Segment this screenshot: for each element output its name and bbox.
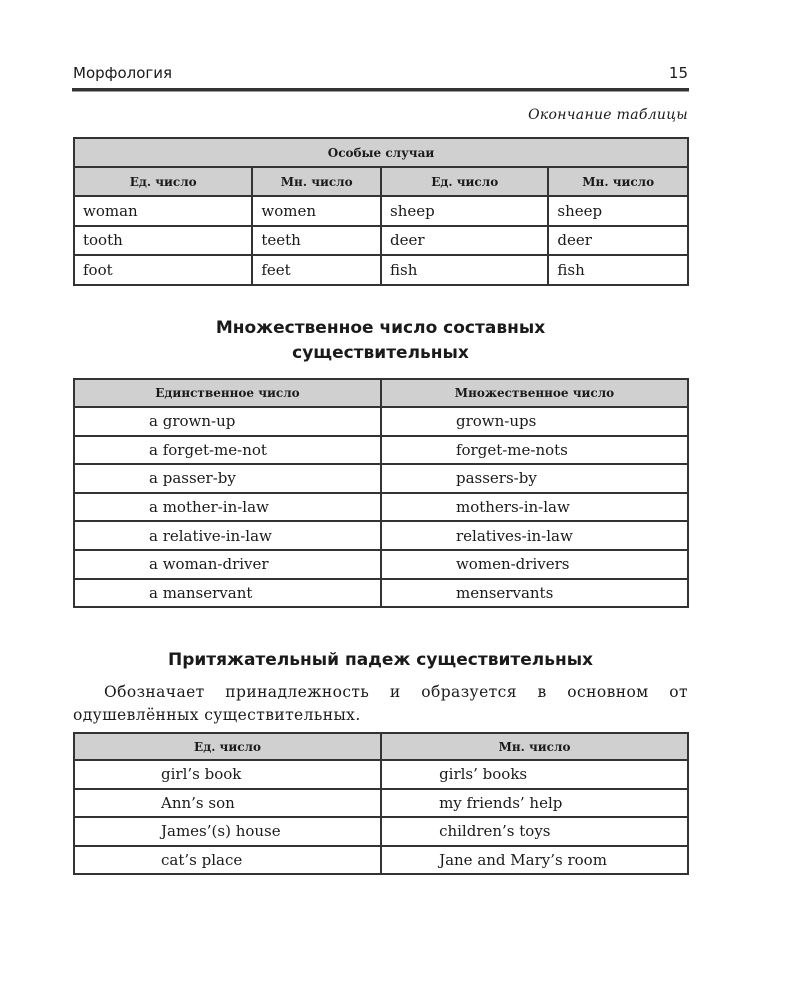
table-row xyxy=(74,846,688,875)
cell: tooth xyxy=(74,226,252,256)
cell: women xyxy=(252,196,381,226)
cell: menservants xyxy=(381,579,688,608)
table-row xyxy=(74,226,688,256)
cell: a mother-in-law xyxy=(74,493,381,522)
table-row xyxy=(74,550,688,579)
cell: relatives-in-law xyxy=(381,521,688,550)
heading-line: Множественное число составных xyxy=(215,318,546,338)
cell: cat’s place xyxy=(74,846,381,875)
cell: grown-ups xyxy=(381,407,688,436)
column-header: Ед. число xyxy=(74,733,381,760)
table-row xyxy=(74,760,688,789)
cell: feet xyxy=(252,255,381,285)
cell: mothers-in-law xyxy=(381,493,688,522)
cell: teeth xyxy=(252,226,381,256)
column-header: Единственное число xyxy=(74,379,381,407)
running-header xyxy=(73,64,688,86)
table-row xyxy=(74,255,688,285)
table-row xyxy=(74,407,688,436)
cell: deer xyxy=(548,226,688,256)
cell: sheep xyxy=(381,196,548,226)
column-header: Мн. число xyxy=(548,167,688,196)
table-row xyxy=(74,789,688,818)
cell: fish xyxy=(548,255,688,285)
cell: deer xyxy=(381,226,548,256)
cell: a relative-in-law xyxy=(74,521,381,550)
cell: girl’s book xyxy=(74,760,381,789)
section-paragraph: Обозначает принадлежность и образуется в основном от одушевлённых существительных. xyxy=(73,683,688,724)
column-header: Ед. число xyxy=(74,167,252,196)
cell: a manservant xyxy=(74,579,381,608)
page-number: 15 xyxy=(668,64,688,82)
possessive-case-table xyxy=(73,732,689,875)
cell: passers-by xyxy=(381,464,688,493)
cell: fish xyxy=(381,255,548,285)
table-title: Особые случаи xyxy=(74,138,688,167)
section-heading-possessive: Притяжательный падеж существительных xyxy=(167,650,594,670)
cell: a forget-me-not xyxy=(74,436,381,465)
column-header: Ед. число xyxy=(381,167,548,196)
cell: Jane and Mary’s room xyxy=(381,846,688,875)
table-row xyxy=(74,464,688,493)
cell: forget-me-nots xyxy=(381,436,688,465)
section-name: Морфология xyxy=(73,64,173,82)
table-row xyxy=(74,521,688,550)
cell: a grown-up xyxy=(74,407,381,436)
cell: a woman-driver xyxy=(74,550,381,579)
cell: James’(s) house xyxy=(74,817,381,846)
cell: women-drivers xyxy=(381,550,688,579)
cell: my friends’ help xyxy=(381,789,688,818)
cell: children’s toys xyxy=(381,817,688,846)
table-row xyxy=(74,436,688,465)
cell: girls’ books xyxy=(381,760,688,789)
cell: Ann’s son xyxy=(74,789,381,818)
section-heading-compound xyxy=(73,316,688,366)
table-row xyxy=(74,817,688,846)
cell: sheep xyxy=(548,196,688,226)
cell: woman xyxy=(74,196,252,226)
cell: a passer-by xyxy=(74,464,381,493)
heading-line: существительных xyxy=(292,343,469,363)
column-header: Мн. число xyxy=(381,733,688,760)
special-cases-table xyxy=(73,137,689,286)
column-header: Мн. число xyxy=(252,167,381,196)
header-rule xyxy=(72,88,689,92)
continuation-note: Окончание таблицы xyxy=(528,107,688,123)
column-header: Множественное число xyxy=(381,379,688,407)
compound-plural-table xyxy=(73,378,689,608)
table-row xyxy=(74,196,688,226)
table-row xyxy=(74,579,688,608)
table-row xyxy=(74,493,688,522)
cell: foot xyxy=(74,255,252,285)
